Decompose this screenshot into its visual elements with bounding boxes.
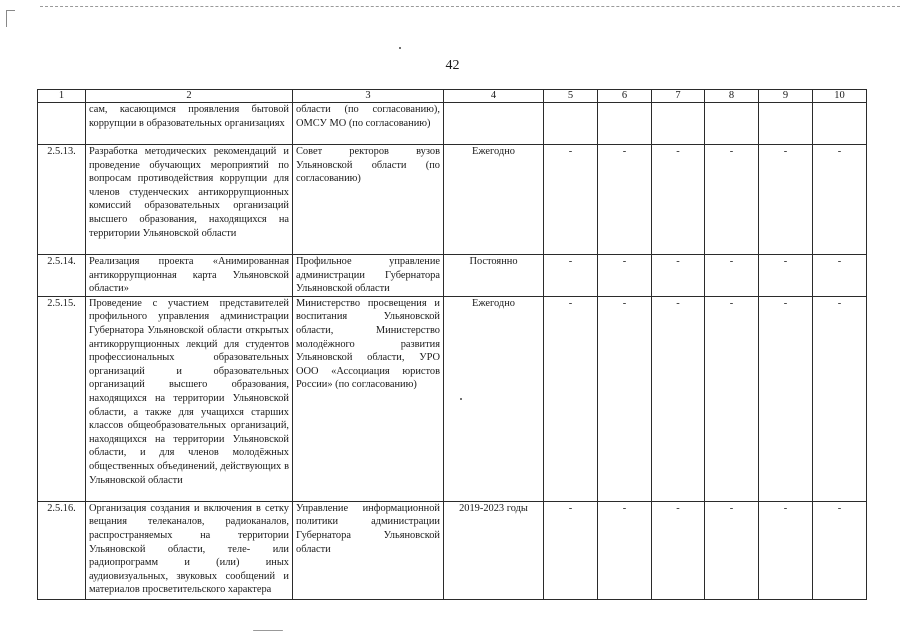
action-description: Организация создания и включения в сетку вещания телеканалов, радиоканалов, распространяемых на территории Ульяновской области, теле- или радиопрограмм и (или) иных аудиовизуальных, звуковых сообщений и материалов просветительского характера [86,501,293,599]
indicator-cell: - [705,296,759,501]
responsible-executor: Профильное управление администрации Губернатора Ульяновской области [293,255,444,297]
action-description: Проведение с участием представителей профильного управления администрации Губернатора Ульяновской области открытых антикоррупционных лекций для студентов профессиональных образовательных организаций и образовательных организаций высшего образования, находящихся на территории Ульяновской области, а также для учащихся старших классов общеобразовательных организаций, находящихся на территории Ульяновской области, и для членов молодёжных общественных объединений, действующих в Ульяновской области [86,296,293,501]
column-header: 8 [705,90,759,103]
column-header: 1 [38,90,86,103]
indicator-cell: - [544,255,598,297]
action-plan-table [37,89,867,600]
item-number: 2.5.13. [38,145,86,255]
column-header: 4 [444,90,544,103]
indicator-cell: - [705,255,759,297]
table-row [38,145,867,255]
deadline: Ежегодно [444,296,544,501]
indicator-cell: - [652,501,705,599]
item-number [38,103,86,145]
indicator-cell: - [705,145,759,255]
page-number: 42 [445,58,460,73]
indicator-cell: - [598,296,652,501]
indicator-cell: - [813,255,867,297]
action-description: Разработка методических рекомендаций и проведение обучающих мероприятий по вопросам противодействия коррупции для членов студенческих антикоррупционных комиссий образовательных организаций высшего образования, находящихся на территории Ульяновской области [86,145,293,255]
responsible-executor: Совет ректоров вузов Ульяновской области (по согласованию) [293,145,444,255]
deadline: 2019-2023 годы [444,501,544,599]
item-number: 2.5.15. [38,296,86,501]
indicator-cell: - [813,501,867,599]
indicator-cell: - [544,501,598,599]
indicator-cell: - [759,255,813,297]
indicator-cell: - [813,145,867,255]
indicator-cell [544,103,598,145]
action-description: Реализация проекта «Анимированная антикоррупционная карта Ульяновской области» [86,255,293,297]
column-header: 9 [759,90,813,103]
indicator-cell: - [652,145,705,255]
indicator-cell: - [759,501,813,599]
item-number: 2.5.14. [38,255,86,297]
deadline: Постоянно [444,255,544,297]
scan-corner-mark [6,10,15,27]
indicator-cell [598,103,652,145]
scan-edge-line [40,6,900,7]
indicator-cell [652,103,705,145]
column-header: 7 [652,90,705,103]
column-header: 3 [293,90,444,103]
table-row [38,103,867,145]
column-header: 6 [598,90,652,103]
indicator-cell: - [544,145,598,255]
indicator-cell: - [598,255,652,297]
table-row [38,296,867,501]
column-header: 10 [813,90,867,103]
indicator-cell [759,103,813,145]
responsible-executor: Управление информационной политики администрации Губернатора Ульяновской области [293,501,444,599]
action-description: сам, касающимся проявления бытовой коррупции в образовательных организациях [86,103,293,145]
indicator-cell: - [705,501,759,599]
indicator-cell: - [759,145,813,255]
column-header: 2 [86,90,293,103]
table-row [38,255,867,297]
indicator-cell: - [652,255,705,297]
responsible-executor: области (по согласованию), ОМСУ МО (по согласованию) [293,103,444,145]
indicator-cell [813,103,867,145]
table-row [38,501,867,599]
indicator-cell: - [813,296,867,501]
deadline [444,103,544,145]
column-number-row [38,90,867,103]
indicator-cell: - [598,501,652,599]
column-header: 5 [544,90,598,103]
scan-speck [399,47,401,49]
deadline: Ежегодно [444,145,544,255]
indicator-cell: - [652,296,705,501]
indicator-cell: - [544,296,598,501]
indicator-cell: - [598,145,652,255]
indicator-cell: - [759,296,813,501]
indicator-cell [705,103,759,145]
item-number: 2.5.16. [38,501,86,599]
scan-speck [253,630,283,631]
responsible-executor: Министерство просвещения и воспитания Ульяновской области, Министерство молодёжного развития Ульяновской области, УРО ООО «Ассоциация юристов России» (по согласованию) [293,296,444,501]
